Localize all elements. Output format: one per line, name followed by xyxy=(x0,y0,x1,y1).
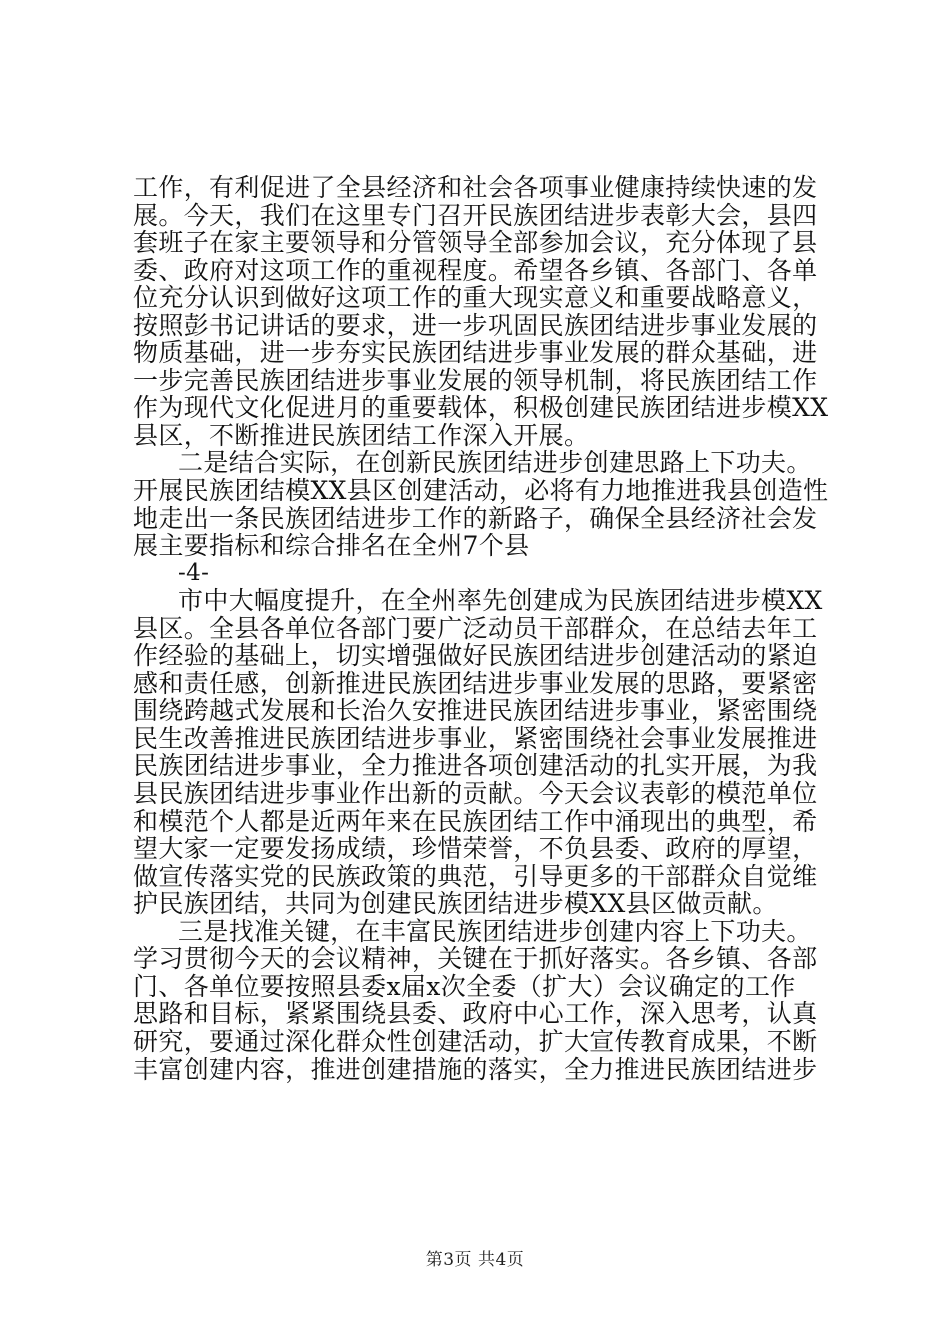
text-line: 工作，有利促进了全县经济和社会各项事业健康持续快速的发 xyxy=(133,173,818,202)
text-line: 望大家一定要发扬成绩，珍惜荣誉，不负县委、政府的厚望， xyxy=(133,834,818,864)
text-line: 民族团结进步事业，全力推进各项创建活动的扎实开展，为我 xyxy=(133,751,818,781)
paragraph-start-line: 市中大幅度提升，在全州率先创建成为民族团结进步模XX xyxy=(178,586,823,616)
text-line: 位充分认识到做好这项工作的重大现实意义和重要战略意义， xyxy=(133,283,818,313)
text-line: 和模范个人都是近两年来在民族团结工作中涌现出的典型，希 xyxy=(133,806,818,836)
text-line: 县区。全县各单位各部门要广泛动员干部群众，在总结去年工 xyxy=(133,613,818,643)
text-line: 研究，要通过深化群众性创建活动，扩大宣传教育成果，不断 xyxy=(133,1026,818,1056)
document-body xyxy=(133,173,829,1084)
text-line: 学习贯彻今天的会议精神，关键在于抓好落实。各乡镇、各部 xyxy=(133,944,818,974)
paragraph-start-line: 二是结合实际，在创新民族团结进步创建思路上下功夫。 xyxy=(178,448,812,478)
text-line: 委、政府对这项工作的重视程度。希望各乡镇、各部门、各单 xyxy=(133,255,818,285)
text-line: 护民族团结，共同为创建民族团结进步模XX县区做贡献。 xyxy=(133,889,778,919)
text-line: 感和责任感，创新推进民族团结进步事业发展的思路，要紧密 xyxy=(133,668,818,698)
text-line: 作经验的基础上，切实增强做好民族团结进步创建活动的紧迫 xyxy=(133,641,818,671)
text-line: 展主要指标和综合排名在全州7个县 xyxy=(133,531,530,561)
text-line: 地走出一条民族团结进步工作的新路子，确保全县经济社会发 xyxy=(133,503,818,533)
text-line: 县区，不断推进民族团结工作深入开展。 xyxy=(133,420,590,450)
text-line: 做宣传落实党的民族政策的典范，引导更多的干部群众自觉维 xyxy=(133,861,818,891)
text-line: 思路和目标，紧紧围绕县委、政府中心工作，深入思考，认真 xyxy=(133,999,818,1029)
text-line: 县民族团结进步事业作出新的贡献。今天会议表彰的模范单位 xyxy=(133,779,818,809)
text-line: 套班子在家主要领导和分管领导全部参加会议，充分体现了县 xyxy=(133,228,818,258)
text-line: 作为现代文化促进月的重要载体，积极创建民族团结进步模XX xyxy=(133,393,829,423)
text-line: 一步完善民族团结进步事业发展的领导机制，将民族团结工作 xyxy=(133,365,818,395)
page-marker: -4- xyxy=(178,559,210,586)
paragraph-start-line: 三是找准关键，在丰富民族团结进步创建内容上下功夫。 xyxy=(178,916,812,946)
text-line: 按照彭书记讲话的要求，进一步巩固民族团结进步事业发展的 xyxy=(133,310,818,340)
page-footer: 第3页 共4页 xyxy=(425,1250,525,1270)
text-line: 物质基础，进一步夯实民族团结进步事业发展的群众基础，进 xyxy=(133,338,818,368)
text-line: 门、各单位要按照县委x届x次全委（扩大）会议确定的工作 xyxy=(133,971,796,1001)
text-line: 开展民族团结模XX县区创建活动，必将有力地推进我县创造性 xyxy=(133,476,829,506)
text-line: 展。今天，我们在这里专门召开民族团结进步表彰大会，县四 xyxy=(133,200,818,230)
text-line: 民生改善推进民族团结进步事业，紧密围绕社会事业发展推进 xyxy=(133,723,818,753)
text-line: 围绕跨越式发展和长治久安推进民族团结进步事业，紧密围绕 xyxy=(133,696,818,726)
text-line: 丰富创建内容，推进创建措施的落实，全力推进民族团结进步 xyxy=(133,1054,818,1084)
